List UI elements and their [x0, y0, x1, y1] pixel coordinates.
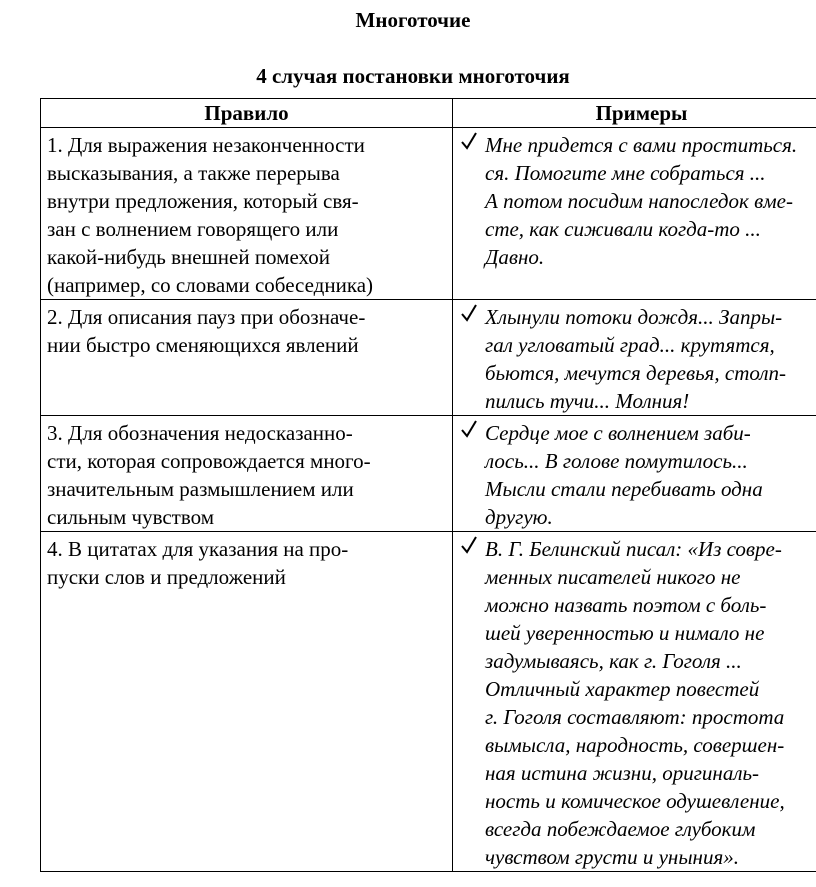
example-line: шей уверенностью и нимало не: [485, 621, 765, 645]
rule-text: [41, 532, 452, 591]
rule-cell: [41, 300, 453, 416]
rule-line: 4. В цитатах для указания на про-: [47, 537, 349, 561]
rule-text: [41, 128, 452, 299]
example-line: задумываясь, как г. Гоголя ...: [485, 649, 742, 673]
example-line: г. Гоголя составляют: простота: [485, 705, 785, 729]
example-text: [453, 532, 816, 871]
table-row: [41, 128, 816, 300]
example-cell: [453, 532, 816, 872]
example-line: Отличный характер повестей: [485, 677, 760, 701]
page-title: Многоточие: [355, 8, 471, 32]
example-line: бьются, мечутся деревья, столп-: [485, 361, 787, 385]
rule-line: какой-нибудь внешней помехой: [47, 245, 330, 269]
checkmark-icon: [461, 419, 477, 439]
example-line: Мысли стали перебивать одна: [485, 477, 763, 501]
example-text: [453, 128, 816, 271]
rule-line: сти, которая сопровождается много-: [47, 449, 371, 473]
rule-line: (например, со словами собеседника): [47, 273, 374, 297]
example-cell: [453, 128, 816, 300]
example-line: А потом посидим напоследок вме-: [485, 189, 793, 213]
page-subtitle: 4 случая постановки многоточия: [256, 64, 570, 88]
table-header-row: [41, 99, 816, 128]
example-line: можно назвать поэтом с боль-: [485, 593, 767, 617]
header-examples: Примеры: [453, 99, 816, 128]
rule-line: пуски слов и предложений: [47, 565, 286, 589]
rule-cell: [41, 532, 453, 872]
header-rule: Правило: [41, 99, 453, 128]
rules-table: [40, 98, 816, 872]
example-cell: [453, 416, 816, 532]
example-line: другую.: [485, 505, 553, 529]
rule-line: 3. Для обозначения недосказанно-: [47, 421, 353, 445]
example-line: сте, как сиживали когда-то ...: [485, 217, 761, 241]
example-line: гал угловатый град... крутятся,: [485, 333, 775, 357]
example-text: [453, 416, 816, 531]
example-line: менных писателей никого не: [485, 565, 741, 589]
example-line: ся. Помогите мне собраться ...: [485, 161, 766, 185]
example-line: всегда побеждаемое глубоким: [485, 817, 756, 841]
rule-line: высказывания, а также перерыва: [47, 161, 340, 185]
table-row: [41, 532, 816, 872]
example-line: Мне придется с вами проститься.: [485, 133, 798, 157]
rule-line: значительным размышлением или: [47, 477, 354, 501]
example-text: [453, 300, 816, 415]
rule-line: 1. Для выражения незаконченности: [47, 133, 365, 157]
table-row: [41, 416, 816, 532]
rule-cell: [41, 416, 453, 532]
example-line: ная истина жизни, оригиналь-: [485, 761, 760, 785]
rule-line: сильным чувством: [47, 505, 215, 529]
checkmark-icon: [461, 131, 477, 151]
rule-cell: [41, 128, 453, 300]
example-line: Давно.: [485, 245, 545, 269]
rule-line: зан с волнением говорящего или: [47, 217, 339, 241]
rule-text: [41, 300, 452, 359]
checkmark-icon: [461, 303, 477, 323]
example-line: лось... В голове помутилось...: [485, 449, 748, 473]
checkmark-icon: [461, 535, 477, 555]
example-line: Хлынули потоки дождя... Запры-: [485, 305, 783, 329]
example-cell: [453, 300, 816, 416]
rule-line: внутри предложения, который свя-: [47, 189, 359, 213]
example-line: вымысла, народность, совершен-: [485, 733, 785, 757]
example-line: В. Г. Белинский писал: «Из совре-: [485, 537, 782, 561]
rule-line: нии быстро сменяющихся явлений: [47, 333, 359, 357]
example-line: Сердце мое с волнением заби-: [485, 421, 751, 445]
example-line: ность и комическое одушевление,: [485, 789, 785, 813]
table-row: [41, 300, 816, 416]
rule-text: [41, 416, 452, 531]
example-line: чувством грусти и уныния».: [485, 845, 739, 869]
example-line: пились тучи... Молния!: [485, 389, 690, 413]
rule-line: 2. Для описания пауз при обозначе-: [47, 305, 366, 329]
